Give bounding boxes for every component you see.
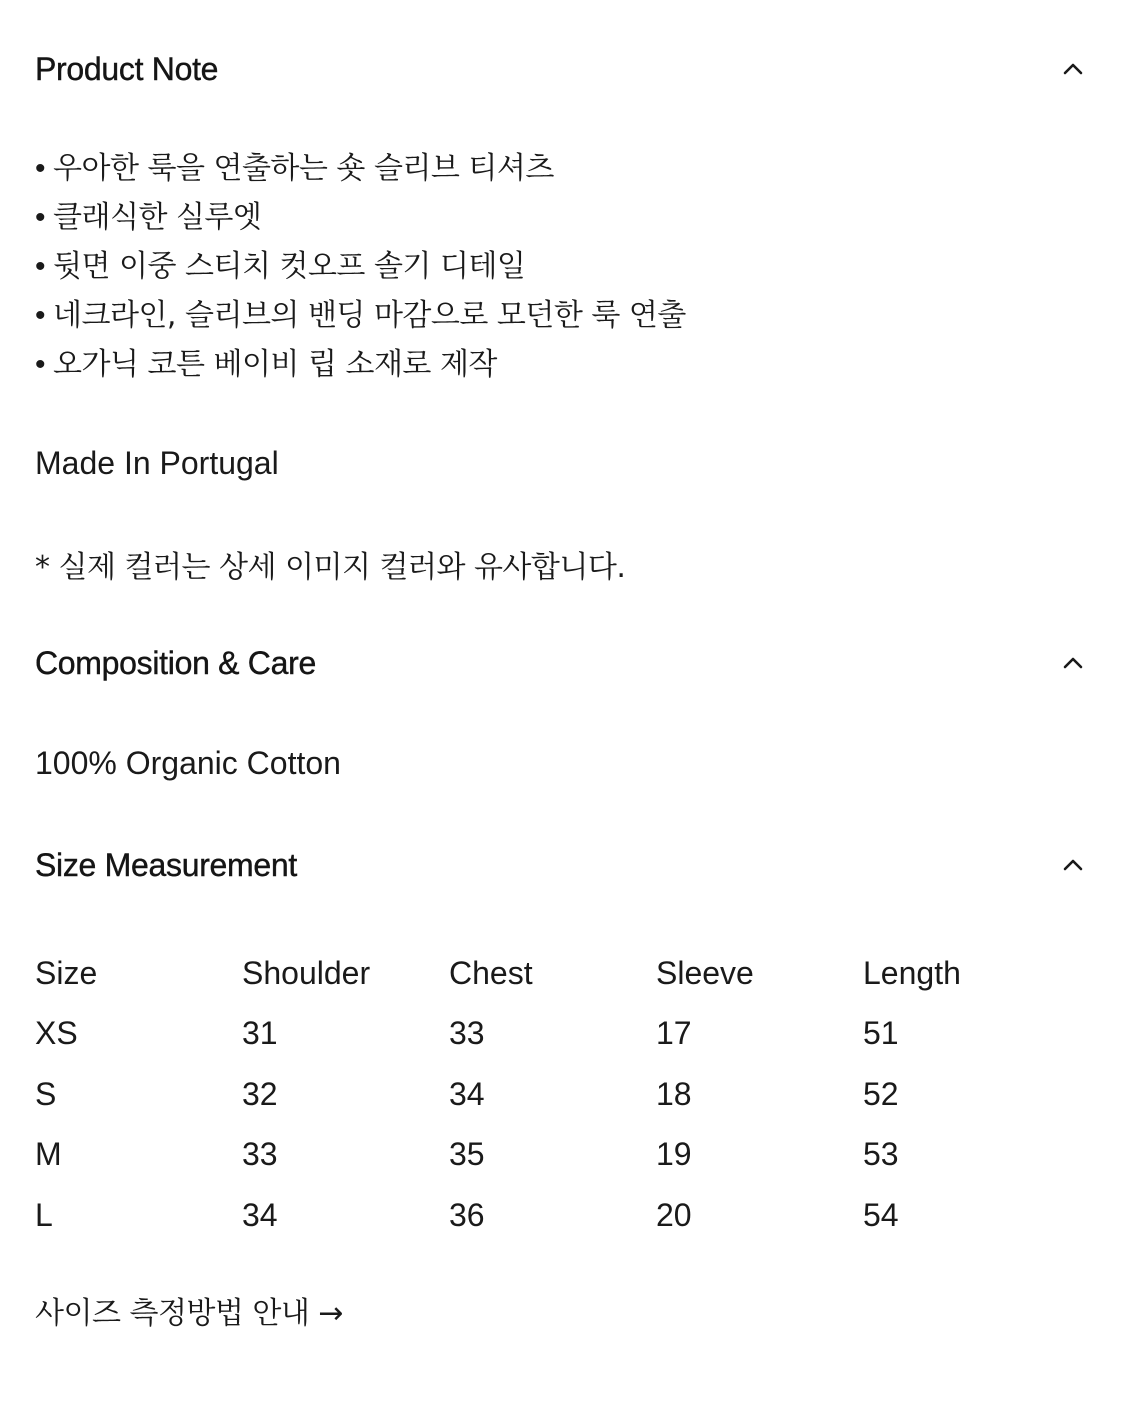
table-cell: 36	[449, 1196, 485, 1233]
size-table	[35, 943, 1063, 1246]
color-note: * 실제 컬러는 상세 이미지 컬러와 유사합니다.	[35, 550, 626, 585]
table-cell: 19	[656, 1136, 692, 1173]
table-cell: S	[35, 1075, 57, 1112]
table-cell: 33	[449, 1015, 485, 1052]
table-cell: 31	[242, 1015, 278, 1052]
list-item	[35, 291, 686, 340]
note-text: 우아한 룩을 연출하는 숏 슬리브 티셔츠	[53, 151, 554, 186]
table-cell: 34	[449, 1075, 485, 1112]
column-header-length: Length	[863, 954, 961, 991]
chevron-up-icon[interactable]	[1060, 650, 1086, 676]
size-measurement-title: Size Measurement	[35, 846, 297, 883]
table-cell: M	[35, 1136, 62, 1173]
bullet-icon: •	[35, 250, 46, 283]
column-header-shoulder: Shoulder	[242, 954, 371, 991]
bullet-icon: •	[35, 299, 46, 332]
note-text: 네크라인, 슬리브의 밴딩 마감으로 모던한 룩 연출	[53, 298, 686, 333]
column-header-chest: Chest	[449, 954, 533, 991]
chevron-up-icon[interactable]	[1060, 852, 1086, 878]
table-header-row	[35, 943, 1063, 1004]
table-cell: 20	[656, 1196, 692, 1233]
origin-text: Made In Portugal	[35, 445, 279, 481]
table-cell: 18	[656, 1075, 692, 1112]
table-cell: 54	[863, 1196, 899, 1233]
list-item	[35, 242, 686, 291]
size-guide-link[interactable]: 사이즈 측정방법 안내 →	[35, 1296, 344, 1331]
note-text: 뒷면 이중 스티치 컷오프 솔기 디테일	[53, 249, 526, 284]
chevron-up-icon[interactable]	[1060, 56, 1086, 82]
bullet-icon: •	[35, 348, 46, 381]
note-text: 오가닉 코튼 베이비 립 소재로 제작	[53, 347, 497, 382]
size-measurement-header[interactable]	[35, 840, 1090, 890]
table-row	[35, 1185, 1063, 1246]
composition-care-title: Composition & Care	[35, 644, 316, 681]
bullet-icon: •	[35, 201, 46, 234]
table-cell: L	[35, 1196, 53, 1233]
table-cell: 52	[863, 1075, 899, 1112]
bullet-icon: •	[35, 152, 46, 185]
table-cell: 17	[656, 1015, 692, 1052]
column-header-sleeve: Sleeve	[656, 954, 754, 991]
table-row	[35, 1004, 1063, 1065]
list-item	[35, 340, 686, 389]
table-cell: 53	[863, 1136, 899, 1173]
table-cell: 35	[449, 1136, 485, 1173]
product-note-title: Product Note	[35, 50, 219, 87]
table-cell: 51	[863, 1015, 899, 1052]
column-header-size: Size	[35, 954, 98, 991]
note-text: 클래식한 실루엣	[53, 200, 262, 235]
product-note-header[interactable]	[35, 44, 1090, 94]
product-note-list	[35, 144, 686, 389]
table-cell: 32	[242, 1075, 278, 1112]
table-row	[35, 1064, 1063, 1125]
list-item	[35, 193, 686, 242]
material-text: 100% Organic Cotton	[35, 745, 341, 781]
list-item	[35, 144, 686, 193]
table-cell: 33	[242, 1136, 278, 1173]
table-row	[35, 1125, 1063, 1186]
composition-care-header[interactable]	[35, 638, 1090, 688]
table-cell: XS	[35, 1015, 78, 1052]
table-cell: 34	[242, 1196, 278, 1233]
